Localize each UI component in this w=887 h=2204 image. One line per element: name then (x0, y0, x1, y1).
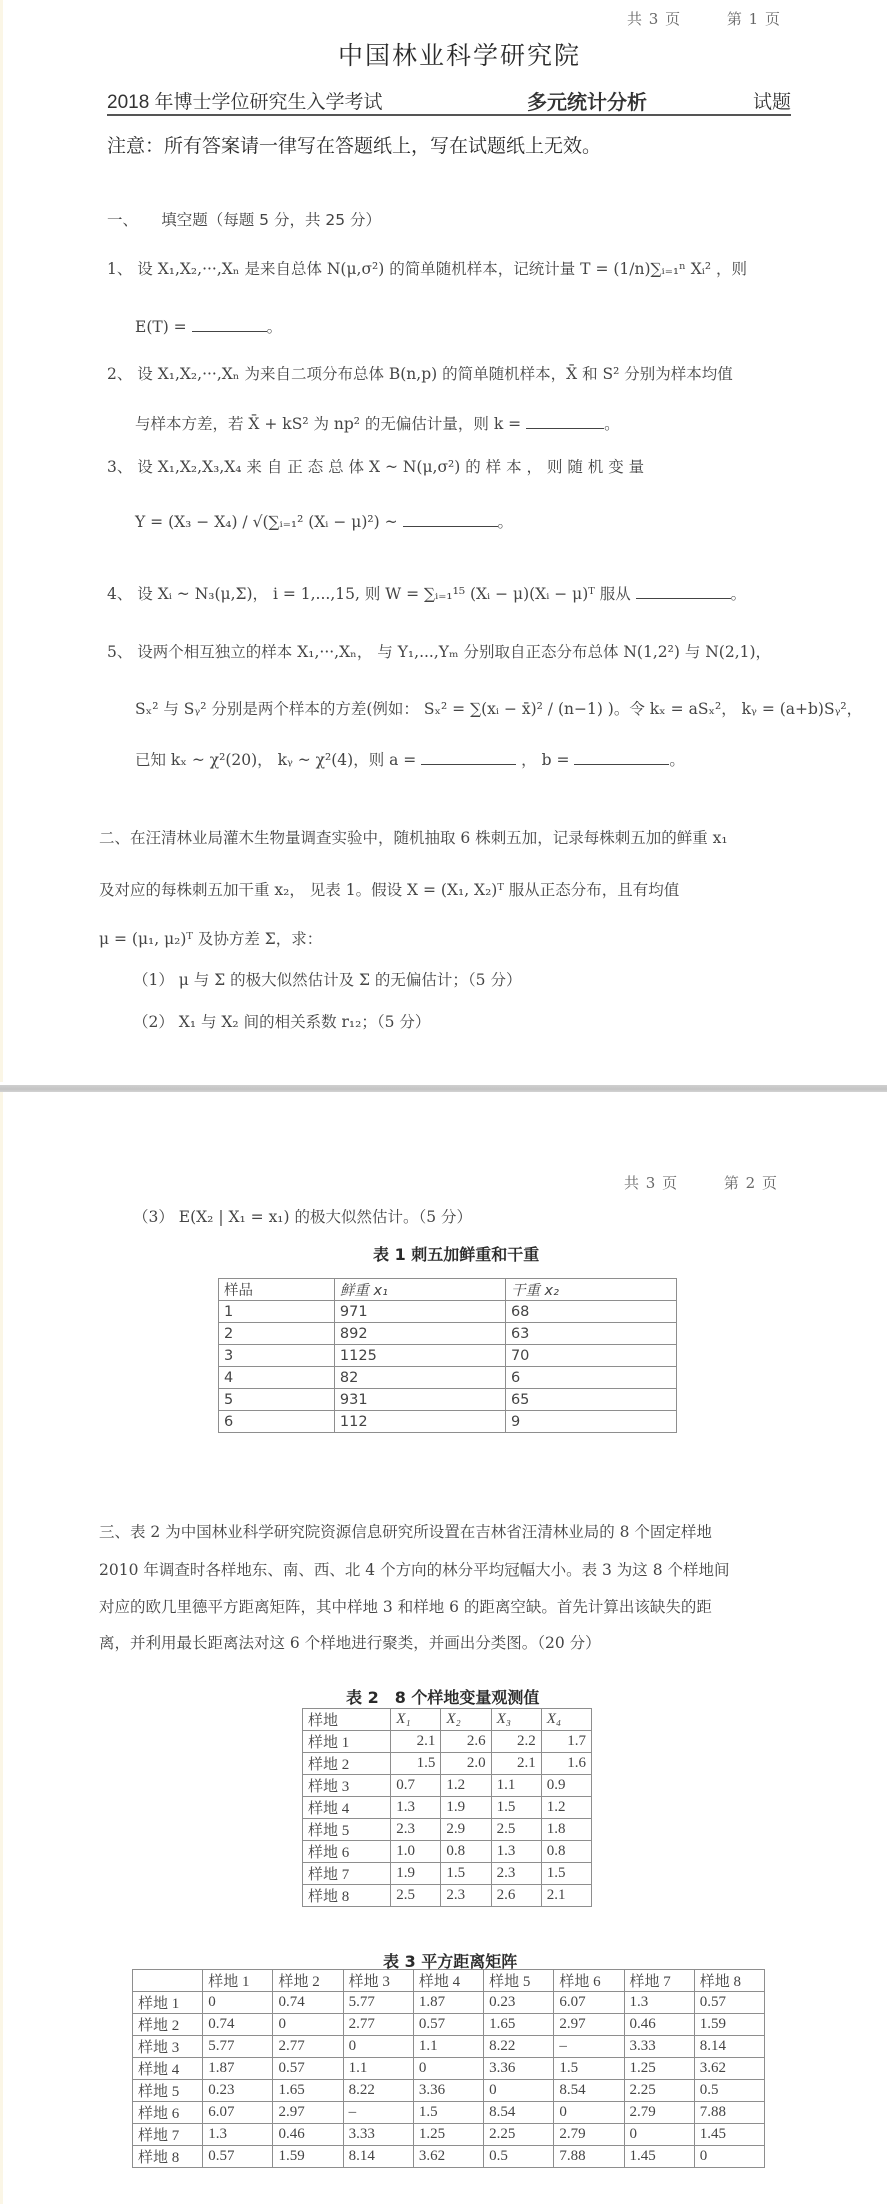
table2-cell: 2.1 (541, 1885, 591, 1907)
table1-cell: 68 (505, 1301, 676, 1323)
table1-cell: 82 (334, 1367, 505, 1389)
question-1-expression: E(T) = (135, 318, 187, 336)
table1-cell: 2 (219, 1323, 335, 1345)
table2-header-cell: X₁ (391, 1709, 441, 1731)
section2-sub3: （3） E(X₂ | X₁ = x₁) 的极大似然估计。（5 分） (133, 1208, 473, 1226)
table3-cell: 1.87 (413, 1992, 483, 2014)
table2-cell: 1.7 (541, 1731, 591, 1753)
table3-header-cell: 样地 2 (273, 1970, 343, 1992)
table2-cell: 2.5 (491, 1819, 541, 1841)
answer-blank (192, 317, 267, 332)
table3-cell: 2.97 (554, 2014, 624, 2036)
table2-cell: 样地 6 (303, 1841, 391, 1863)
table2 (302, 1708, 592, 1907)
exam-page-1 (0, 0, 887, 1082)
question-1-line1: 1、 设 X₁,X₂,···,Xₙ 是来自总体 N(μ,σ²) 的简单随机样本，记统计量 T = (1/n)∑ᵢ₌₁ⁿ Xᵢ² ，则 (107, 260, 748, 278)
table2-header-cell: 样地 (303, 1709, 391, 1731)
table3-cell: 1.59 (694, 2014, 764, 2036)
table1-row (219, 1411, 677, 1433)
table3-cell: 1.25 (624, 2058, 694, 2080)
table3-header-cell: 样地 8 (694, 1970, 764, 1992)
table2-cell: 2.6 (491, 1885, 541, 1907)
table3-header-cell: 样地 1 (203, 1970, 273, 1992)
question-5-expression-b: ， b = (521, 751, 570, 769)
table2-cell: 1.9 (441, 1797, 491, 1819)
table2-cell: 2.2 (491, 1731, 541, 1753)
section3-line1: 三、表 2 为中国林业科学研究院资源信息研究所设置在吉林省汪清林业局的 8 个固定样地 (99, 1523, 712, 1541)
section2-sub2: （2） X₁ 与 X₂ 间的相关系数 r₁₂；（5 分） (133, 1013, 431, 1031)
section3-line3: 对应的欧几里德平方距离矩阵，其中样地 3 和样地 6 的距离空缺。首先计算出该缺失的距 (99, 1598, 712, 1616)
table3-row (133, 2102, 765, 2124)
table3-cell: 0.5 (694, 2080, 764, 2102)
table2-row (303, 1753, 592, 1775)
table2-cell: 1.8 (541, 1819, 591, 1841)
table3-row (133, 2014, 765, 2036)
question-5-line3: 已知 kₓ ~ χ²(20)， kᵧ ~ χ²(4)，则 a = ， b = 。 (135, 751, 685, 769)
table3-cell: 样地 8 (133, 2146, 203, 2168)
table2-cell: 样地 3 (303, 1775, 391, 1797)
table2-caption: 表 2 8 个样地变量观测值 (346, 1688, 540, 1707)
question-1-line2: E(T) = 。 (135, 318, 283, 336)
table3-cell: 样地 1 (133, 1992, 203, 2014)
table3-row (133, 2146, 765, 2168)
table2-header-cell: X₃ (491, 1709, 541, 1731)
table3-cell: 6.07 (203, 2102, 273, 2124)
question-3-expression: Y = (X₃ − X₄) / √(∑ᵢ₌₁² (Xᵢ − μ)²) ~ (135, 513, 398, 531)
table3-cell: 0 (413, 2058, 483, 2080)
table3-cell: 样地 2 (133, 2014, 203, 2036)
table3-cell: 1.25 (413, 2124, 483, 2146)
table2-cell: 2.0 (441, 1753, 491, 1775)
table3-header-cell: 样地 3 (343, 1970, 413, 1992)
table3-cell: 7.88 (554, 2146, 624, 2168)
table2-row (303, 1863, 592, 1885)
table3-header-cell: 样地 4 (413, 1970, 483, 1992)
table2-row (303, 1797, 592, 1819)
question-4-line1: 4、 设 Xᵢ ~ N₃(μ,Σ)， i = 1,...,15, 则 W = ∑ᵢ₌₁¹⁵ (Xᵢ − μ)(Xᵢ − μ)ᵀ 服从 。 (107, 585, 747, 603)
table1-row (219, 1323, 677, 1345)
table3-cell: 1.65 (484, 2014, 554, 2036)
table3-cell: 3.62 (413, 2146, 483, 2168)
page-indicator (623, 8, 781, 29)
table2-row (303, 1819, 592, 1841)
table3-cell: 2.97 (273, 2102, 343, 2124)
table3-header-row (133, 1970, 765, 1992)
question-3-line2: Y = (X₃ − X₄) / √(∑ᵢ₌₁² (Xᵢ − μ)²) ~ 。 (135, 513, 514, 531)
table1-cell: 6 (219, 1411, 335, 1433)
question-5-expression-a: 已知 kₓ ~ χ²(20)， kᵧ ~ χ²(4)，则 a = (135, 751, 417, 769)
table2-row (303, 1731, 592, 1753)
table3-cell: 0.74 (203, 2014, 273, 2036)
table1-cell: 9 (505, 1411, 676, 1433)
table1-cell: 4 (219, 1367, 335, 1389)
table2-header-cell: X₂ (441, 1709, 491, 1731)
table3-cell: 1.1 (413, 2036, 483, 2058)
table1-header-cell: 样品 (219, 1279, 335, 1301)
table1-row (219, 1345, 677, 1367)
table2-cell: 1.5 (441, 1863, 491, 1885)
table3-cell: 0 (273, 2014, 343, 2036)
table2-cell: 样地 4 (303, 1797, 391, 1819)
table1-cell: 6 (505, 1367, 676, 1389)
table2-cell: 样地 7 (303, 1863, 391, 1885)
table3-cell: 0.5 (484, 2146, 554, 2168)
table3-cell: 1.45 (694, 2124, 764, 2146)
table2-cell: 0.7 (391, 1775, 441, 1797)
table3-cell: 0.46 (624, 2014, 694, 2036)
table3-cell: 1.3 (624, 1992, 694, 2014)
table3-cell: 5.77 (203, 2036, 273, 2058)
question-2-expression: 与样本方差，若 X̄ + kS² 为 np² 的无偏估计量，则 k = (135, 415, 522, 433)
table3-cell: 0 (554, 2102, 624, 2124)
table2-row (303, 1775, 592, 1797)
table3-row (133, 2036, 765, 2058)
question-3-line1: 3、 设 X₁,X₂,X₃,X₄ 来 自 正 态 总 体 X ~ N(μ,σ²) 的 样 本 ， 则 随 机 变 量 (107, 458, 645, 476)
table1-cell: 3 (219, 1345, 335, 1367)
page-total: 共 3 页 (627, 10, 682, 28)
table3-cell: 0.57 (694, 1992, 764, 2014)
table2-header-row (303, 1709, 592, 1731)
table3-cell: 3.33 (624, 2036, 694, 2058)
exam-subject: 多元统计分析 (527, 90, 647, 114)
table3-cell: 7.88 (694, 2102, 764, 2124)
table3-cell: 2.25 (484, 2124, 554, 2146)
table2-cell: 1.9 (391, 1863, 441, 1885)
table3-row (133, 2058, 765, 2080)
table2-row (303, 1885, 592, 1907)
table3-cell: 2.77 (273, 2036, 343, 2058)
table2-cell: 2.5 (391, 1885, 441, 1907)
table3-cell: 8.22 (343, 2080, 413, 2102)
page-separator (0, 1085, 887, 1092)
table2-row (303, 1841, 592, 1863)
table2-cell: 2.3 (391, 1819, 441, 1841)
table2-header-cell: X₄ (541, 1709, 591, 1731)
table2-cell: 1.1 (491, 1775, 541, 1797)
table2-cell: 1.6 (541, 1753, 591, 1775)
table2-cell: 样地 8 (303, 1885, 391, 1907)
table3-cell: – (343, 2102, 413, 2124)
institution-title: 中国林业科学研究院 (338, 41, 582, 70)
table3-row (133, 2124, 765, 2146)
table2-cell: 1.5 (541, 1863, 591, 1885)
table3-caption: 表 3 平方距离矩阵 (383, 1952, 518, 1971)
table3-cell: 1.3 (203, 2124, 273, 2146)
table3-cell: – (554, 2036, 624, 2058)
table3-cell: 5.77 (343, 1992, 413, 2014)
table3-cell: 1.59 (273, 2146, 343, 2168)
table2-cell: 0.8 (441, 1841, 491, 1863)
page-total: 共 3 页 (624, 1174, 679, 1192)
table3-cell: 样地 4 (133, 2058, 203, 2080)
table1-row (219, 1301, 677, 1323)
section3-line2: 2010 年调查时各样地东、南、西、北 4 个方向的林分平均冠幅大小。表 3 为这 8 个样地间 (99, 1561, 730, 1579)
table3-cell: 1.45 (624, 2146, 694, 2168)
answer-blank (403, 512, 498, 527)
question-5-line2: Sₓ² 与 Sᵧ² 分别是两个样本的方差(例如： Sₓ² = ∑(xᵢ − x̄)² / (n−1) )。令 kₓ = aSₓ²， kᵧ = (a+b)Sᵧ²， (135, 700, 863, 718)
table3-cell: 1.5 (554, 2058, 624, 2080)
table3-header-cell: 样地 6 (554, 1970, 624, 1992)
table3-header-cell: 样地 5 (484, 1970, 554, 1992)
table1-row (219, 1389, 677, 1411)
table1 (218, 1278, 677, 1433)
table1-cell: 65 (505, 1389, 676, 1411)
table1-header-row (219, 1279, 677, 1301)
page-current: 第 1 页 (726, 10, 781, 28)
exam-page-2 (0, 1092, 887, 2204)
table1-header-cell: 干重 x₂ (505, 1279, 676, 1301)
question-2-line1: 2、 设 X₁,X₂,···,Xₙ 为来自二项分布总体 B(n,p) 的简单随机样本，X̄ 和 S² 分别为样本均值 (107, 365, 733, 383)
table3-cell: 2.25 (624, 2080, 694, 2102)
table3-cell: 0 (343, 2036, 413, 2058)
question-5-line1: 5、 设两个相互独立的样本 X₁,···,Xₙ， 与 Y₁,...,Yₘ 分别取自正态分布总体 N(1,2²) 与 N(2,1)， (107, 643, 772, 661)
table3-cell: 3.36 (484, 2058, 554, 2080)
table2-cell: 1.3 (391, 1797, 441, 1819)
table2-cell: 1.5 (491, 1797, 541, 1819)
table1-cell: 971 (334, 1301, 505, 1323)
table3-cell: 0 (484, 2080, 554, 2102)
table2-cell: 2.3 (491, 1863, 541, 1885)
table2-cell: 样地 1 (303, 1731, 391, 1753)
table3-cell: 2.79 (554, 2124, 624, 2146)
table1-header-cell: 鲜重 x₁ (334, 1279, 505, 1301)
answer-blank (636, 584, 731, 599)
table3-row (133, 2080, 765, 2102)
table2-cell: 样地 5 (303, 1819, 391, 1841)
table3-cell: 0.57 (273, 2058, 343, 2080)
table3-cell: 8.54 (484, 2102, 554, 2124)
table3-header-cell: 样地 7 (624, 1970, 694, 1992)
table3-cell: 0 (624, 2124, 694, 2146)
exam-header (107, 84, 791, 116)
table3-cell: 0.23 (203, 2080, 273, 2102)
table3-cell: 8.54 (554, 2080, 624, 2102)
table1-cell: 70 (505, 1345, 676, 1367)
table3-cell: 8.14 (694, 2036, 764, 2058)
table2-cell: 1.2 (441, 1775, 491, 1797)
table2-cell: 2.1 (491, 1753, 541, 1775)
table3-cell: 0.57 (413, 2014, 483, 2036)
table3-cell: 2.79 (624, 2102, 694, 2124)
section2-line3: μ = (μ₁, μ₂)ᵀ 及协方差 Σ，求： (99, 930, 323, 948)
table2-cell: 1.5 (391, 1753, 441, 1775)
section2-line2: 及对应的每株刺五加干重 x₂， 见表 1。假设 X = (X₁, X₂)ᵀ 服从正态分布，且有均值 (99, 881, 680, 899)
table1-cell: 1125 (334, 1345, 505, 1367)
table3-cell: 样地 6 (133, 2102, 203, 2124)
section2-sub1: （1） μ 与 Σ 的极大似然估计及 Σ 的无偏估计；（5 分） (133, 971, 522, 989)
section3-line4: 离，并利用最长距离法对这 6 个样地进行聚类，并画出分类图。（20 分） (99, 1634, 601, 1652)
table3-cell: 1.5 (413, 2102, 483, 2124)
table1-cell: 112 (334, 1411, 505, 1433)
exam-suffix: 试题 (752, 92, 791, 113)
table2-cell: 1.2 (541, 1797, 591, 1819)
table2-cell: 0.8 (541, 1841, 591, 1863)
answer-blank-b (574, 750, 669, 765)
notice: 注意：所有答案请一律写在答题纸上，写在试题纸上无效。 (107, 135, 602, 157)
table3-cell: 0 (694, 2146, 764, 2168)
table3-cell: 样地 5 (133, 2080, 203, 2102)
table1-row (219, 1367, 677, 1389)
page-indicator (620, 1172, 778, 1193)
table3-row (133, 1992, 765, 2014)
answer-blank (526, 414, 604, 429)
table1-cell: 5 (219, 1389, 335, 1411)
table3-cell: 0.57 (203, 2146, 273, 2168)
section2-line1: 二、在汪清林业局灌木生物量调查实验中，随机抽取 6 株刺五加，记录每株刺五加的鲜重 x₁ (99, 829, 728, 847)
table2-cell: 1.0 (391, 1841, 441, 1863)
section1-title: 一、 填空题（每题 5 分，共 25 分） (107, 211, 382, 229)
table3-cell: 0.23 (484, 1992, 554, 2014)
table2-cell: 1.3 (491, 1841, 541, 1863)
table3-cell: 6.07 (554, 1992, 624, 2014)
page-current: 第 2 页 (723, 1174, 778, 1192)
table3-cell: 0 (203, 1992, 273, 2014)
table1-caption: 表 1 刺五加鲜重和干重 (373, 1245, 540, 1264)
table3-cell: 样地 7 (133, 2124, 203, 2146)
table2-cell: 2.6 (441, 1731, 491, 1753)
table3-cell: 3.36 (413, 2080, 483, 2102)
table3-cell: 3.33 (343, 2124, 413, 2146)
table2-cell: 2.1 (391, 1731, 441, 1753)
table1-cell: 1 (219, 1301, 335, 1323)
answer-blank-a (421, 750, 516, 765)
table3-cell: 8.22 (484, 2036, 554, 2058)
table2-cell: 2.9 (441, 1819, 491, 1841)
table2-cell: 2.3 (441, 1885, 491, 1907)
table3-header-cell (133, 1970, 203, 1992)
table3-cell: 2.77 (343, 2014, 413, 2036)
table1-cell: 892 (334, 1323, 505, 1345)
table3-cell: 0.46 (273, 2124, 343, 2146)
table1-cell: 931 (334, 1389, 505, 1411)
table2-cell: 0.9 (541, 1775, 591, 1797)
table3-cell: 1.65 (273, 2080, 343, 2102)
question-2-line2: 与样本方差，若 X̄ + kS² 为 np² 的无偏估计量，则 k = 。 (135, 415, 620, 433)
table3-cell: 8.14 (343, 2146, 413, 2168)
table3-cell: 1.1 (343, 2058, 413, 2080)
table3-cell: 0.74 (273, 1992, 343, 2014)
exam-name: 2018 年博士学位研究生入学考试 (107, 92, 383, 113)
table2-cell: 样地 2 (303, 1753, 391, 1775)
table3-cell: 3.62 (694, 2058, 764, 2080)
table3 (132, 1969, 765, 2168)
table3-cell: 1.87 (203, 2058, 273, 2080)
table3-cell: 样地 3 (133, 2036, 203, 2058)
question-4-expression: 4、 设 Xᵢ ~ N₃(μ,Σ)， i = 1,...,15, 则 W = ∑ᵢ₌₁¹⁵ (Xᵢ − μ)(Xᵢ − μ)ᵀ 服从 (107, 585, 631, 603)
table1-cell: 63 (505, 1323, 676, 1345)
